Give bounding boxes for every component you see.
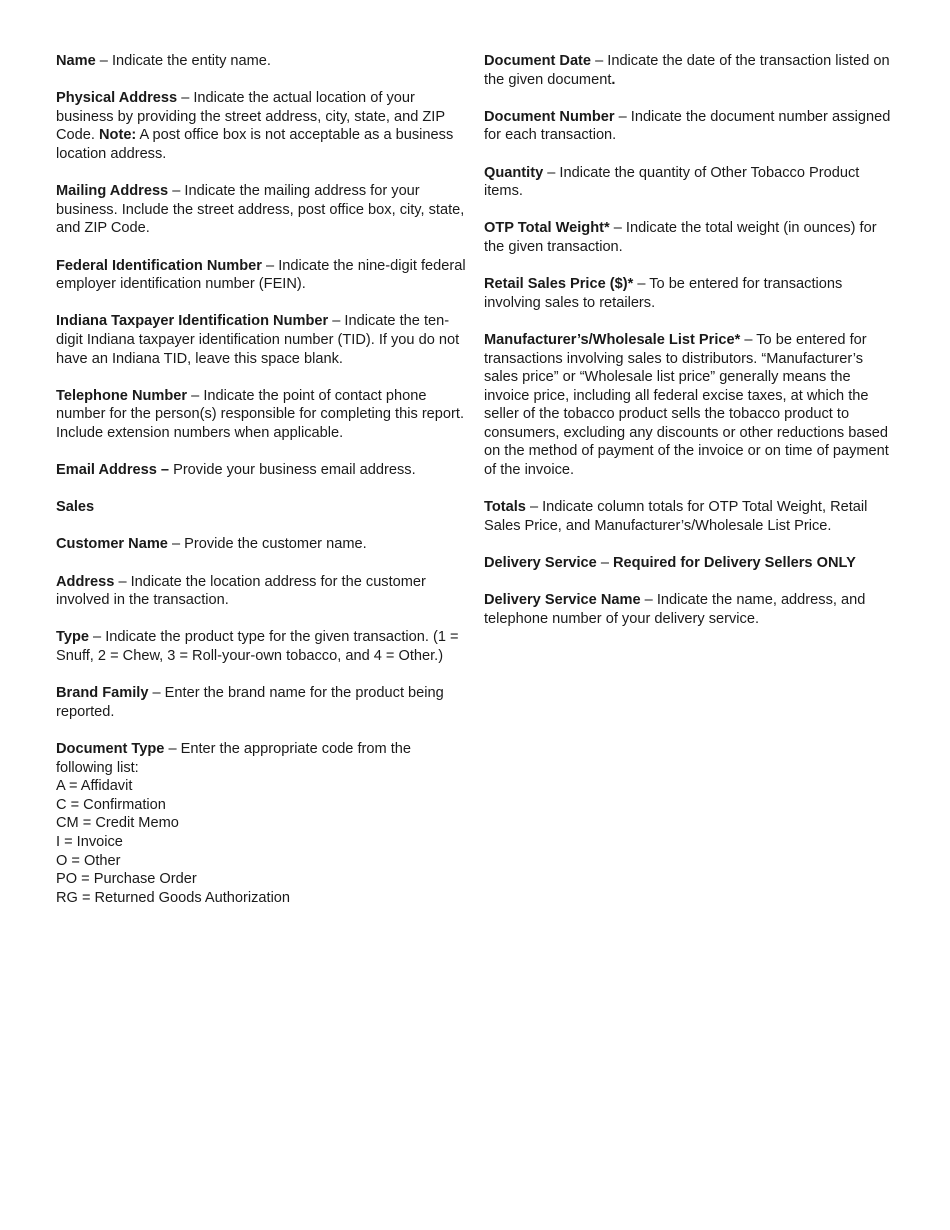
- term-description: – Indicate the total weight (in ounces) for the given transaction.: [484, 220, 877, 255]
- term-label: Mailing Address: [56, 183, 169, 200]
- entry-brand-family: [56, 684, 468, 721]
- term-label: Document Type: [56, 740, 165, 757]
- term-label: Telephone Number: [56, 387, 188, 404]
- term-label: Manufacturer’s/Wholesale List Price*: [484, 331, 741, 348]
- term-description: – Indicate the ten-digit Indiana taxpayer identification number (TID). If you do not have an Indiana TID, leave this space blank.: [56, 313, 460, 367]
- term-description: – Provide the customer name.: [167, 536, 367, 553]
- term-description: – Indicate the name, address, and telephone number of your delivery service.: [484, 592, 866, 627]
- section-heading: Sales: [56, 499, 95, 516]
- term-description: – Indicate column totals for OTP Total Weight, Retail Sales Price, and Manufacturer’s/Wholesale List Price.: [484, 499, 868, 534]
- term-description: – Indicate the nine-digit federal employer identification number (FEIN).: [56, 257, 466, 293]
- term-label: OTP Total Weight*: [484, 220, 610, 237]
- term-label: Delivery Service: [484, 555, 597, 572]
- list-item: O = Other: [56, 852, 121, 869]
- list-item: RG = Returned Goods Authorization: [56, 889, 291, 906]
- term-end-period: .: [611, 71, 616, 88]
- term-description: – Indicate the date of the transaction listed on the given document: [484, 53, 890, 88]
- list-item: I = Invoice: [56, 833, 123, 850]
- term-label: Physical Address: [56, 90, 178, 107]
- entry-telephone: [56, 387, 468, 443]
- entry-manufacturer-price: [484, 331, 900, 480]
- entry-email: [56, 461, 468, 480]
- term-label: Email Address –: [56, 462, 170, 479]
- entry-name: [56, 52, 468, 71]
- list-item: CM = Credit Memo: [56, 815, 179, 832]
- entry-physical-address: [56, 89, 468, 163]
- term-description: – Indicate the entity name.: [95, 53, 271, 69]
- entry-address: [56, 573, 468, 610]
- term-description: – To be entered for transactions involving sales to retailers.: [484, 276, 843, 311]
- term-label: Document Date: [484, 53, 592, 69]
- term-label: Customer Name: [56, 536, 168, 553]
- entry-document-type: [56, 740, 468, 907]
- term-label: Name: [56, 53, 96, 69]
- list-item: PO = Purchase Order: [56, 871, 197, 888]
- term-description: – Indicate the quantity of Other Tobacco Product items.: [484, 164, 860, 200]
- note-text: A post office box is not acceptable as a business location address.: [56, 127, 454, 162]
- entry-document-number: [484, 108, 900, 145]
- entry-type: [56, 628, 468, 665]
- term-label: Retail Sales Price ($)*: [484, 276, 634, 293]
- term-separator: –: [596, 555, 614, 572]
- entry-document-date: [484, 52, 900, 89]
- term-label: Delivery Service Name: [484, 592, 641, 609]
- entry-otp-total-weight: [484, 219, 900, 256]
- term-label: Document Number: [484, 108, 615, 125]
- term-description: Provide your business email address.: [169, 462, 416, 479]
- list-item: C = Confirmation: [56, 796, 166, 813]
- section-heading-sales: [56, 498, 468, 517]
- note-label: Note:: [99, 127, 137, 144]
- entry-delivery-service-name: [484, 591, 900, 628]
- right-column: [484, 52, 900, 647]
- entry-indiana-tid: [56, 312, 468, 368]
- term-description: – Indicate the location address for the customer involved in the transaction.: [56, 573, 426, 609]
- entry-totals: [484, 498, 900, 535]
- entry-retail-sales-price: [484, 275, 900, 312]
- term-description: – Indicate the mailing address for your business. Include the street address, post office box, city, state, and ZIP Code.: [56, 183, 465, 237]
- term-description: – Indicate the product type for the given transaction. (1 = Snuff, 2 = Chew, 3 = Roll-your-own tobacco, and 4 = Other.): [56, 629, 459, 664]
- term-description: – To be entered for transactions involving sales to distributors. “Manufacturer’s sales price” or “Wholesale list price” generally means the invoice price, including all federal excise taxes, at which the seller of the tobacco product sells the tobacco product to consumers, excluding any discounts or other reductions based on the method of payment of the invoice or on time of payment of the invoice.: [484, 331, 889, 479]
- left-column: [56, 52, 468, 926]
- term-label: Indiana Taxpayer Identification Number: [56, 313, 329, 330]
- term-label: Totals: [484, 499, 526, 516]
- term-emphasis: Required for Delivery Sellers ONLY: [613, 555, 856, 572]
- term-description: – Indicate the point of contact phone number for the person(s) responsible for completing this report. Include extension numbers when applicable.: [56, 387, 465, 441]
- entry-quantity: [484, 164, 900, 201]
- entry-customer-name: [56, 535, 468, 554]
- term-label: Type: [56, 629, 89, 646]
- term-description: – Enter the brand name for the product being reported.: [56, 685, 444, 720]
- term-description: – Indicate the actual location of your business by providing the street address, city, state, and ZIP Code.: [56, 90, 445, 144]
- term-label: Address: [56, 573, 115, 590]
- entry-mailing-address: [56, 182, 468, 238]
- term-label: Quantity: [484, 164, 544, 181]
- term-description: – Enter the appropriate code from the following list:: [56, 740, 412, 776]
- term-label: Brand Family: [56, 685, 149, 702]
- document-type-code-list: [56, 777, 468, 907]
- term-description: – Indicate the document number assigned for each transaction.: [484, 108, 891, 144]
- list-item: A = Affidavit: [56, 778, 133, 795]
- entry-federal-id: [56, 257, 468, 294]
- entry-delivery-service: [484, 554, 900, 573]
- term-label: Federal Identification Number: [56, 257, 262, 274]
